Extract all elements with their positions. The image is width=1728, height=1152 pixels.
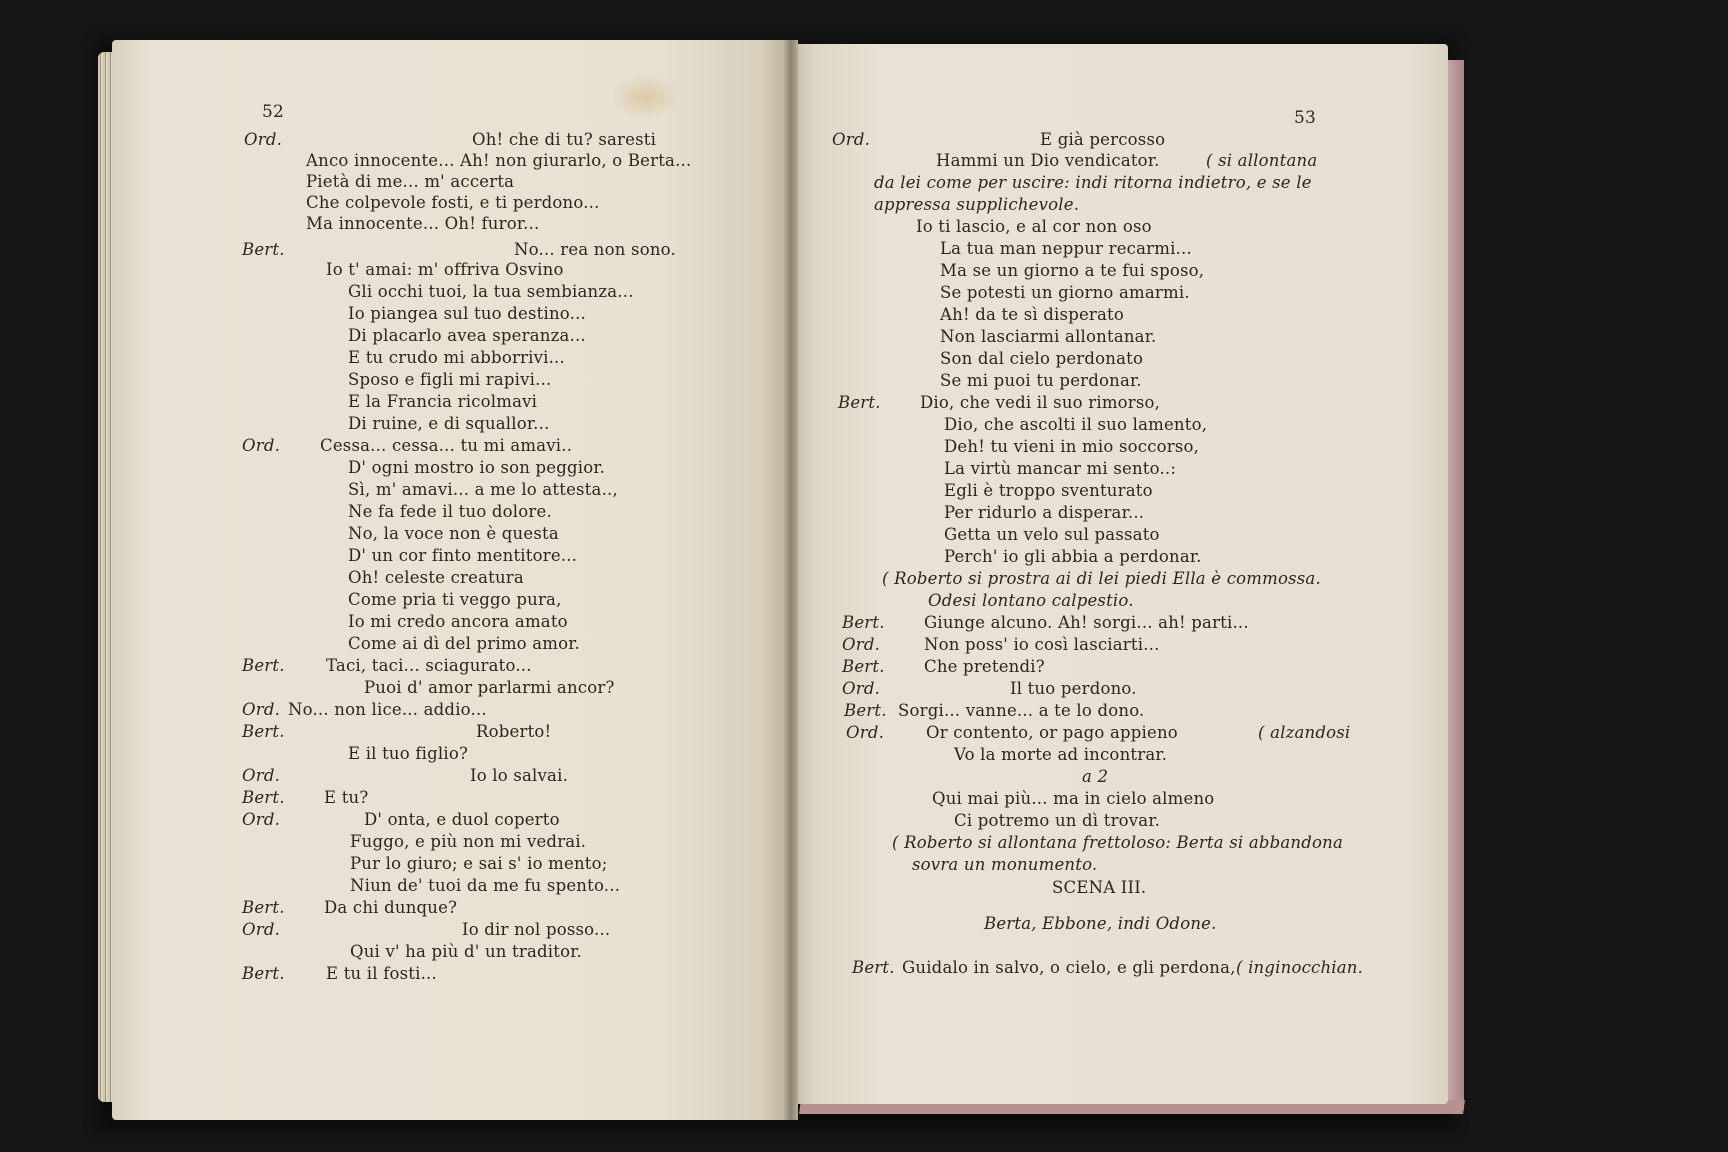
verse-line: Il tuo perdono. xyxy=(1010,679,1137,698)
verse-line: Ne fa fede il tuo dolore. xyxy=(348,502,552,521)
speaker-label: Ord. xyxy=(242,436,281,455)
verse-line: Perch' io gli abbia a perdonar. xyxy=(944,547,1202,566)
verse-line: Niun de' tuoi da me fu spento... xyxy=(350,876,621,895)
verse-line: Ci potremo un dì trovar. xyxy=(954,811,1161,830)
speaker-label: Bert. xyxy=(842,613,885,632)
verse-line: Pietà di me... m' accerta xyxy=(306,172,515,191)
verse-line: Hammi un Dio vendicator. xyxy=(936,151,1160,170)
stage-direction: ( si allontana xyxy=(1206,151,1318,170)
verse-line: Dio, che vedi il suo rimorso, xyxy=(920,393,1161,412)
verse-line: Sì, m' amavi... a me lo attesta.., xyxy=(348,480,618,499)
verse-line: Per ridurlo a disperar... xyxy=(944,503,1145,522)
verse-line: Oh! celeste creatura xyxy=(348,568,524,587)
speaker-label: Ord. xyxy=(242,700,281,719)
verse-line: Che colpevole fosti, e ti perdono... xyxy=(306,193,600,212)
verse-line: Io dir nol posso... xyxy=(462,920,611,939)
speaker-label: Bert. xyxy=(242,722,285,741)
speaker-label: Bert. xyxy=(242,898,285,917)
verse-line: E tu il fosti... xyxy=(326,964,437,983)
verse-line: Oh! che di tu? saresti xyxy=(472,130,657,149)
verse-line: Di placarlo avea speranza... xyxy=(348,326,586,345)
verse-line: La virtù mancar mi sento..: xyxy=(944,459,1177,478)
verse-line: No... non lice... addio... xyxy=(288,700,487,719)
left-page-number: 52 xyxy=(262,102,285,122)
verse-line: Io t' amai: m' offriva Osvino xyxy=(326,260,564,279)
verse-line: Egli è troppo sventurato xyxy=(944,481,1153,500)
scene-heading: SCENA III. xyxy=(1052,878,1147,897)
verse-line: Giunge alcuno. Ah! sorgi... ah! parti... xyxy=(924,613,1249,632)
verse-line: E tu crudo mi abborrivi... xyxy=(348,348,565,367)
verse-line: Io piangea sul tuo destino... xyxy=(348,304,586,323)
speaker-label: Bert. xyxy=(242,240,285,259)
verse-line: Da chi dunque? xyxy=(324,898,458,917)
verse-line: Di ruine, e di squallor... xyxy=(348,414,550,433)
verse-line: Getta un velo sul passato xyxy=(944,525,1160,544)
verse-line: E tu? xyxy=(324,788,369,807)
speaker-label: Ord. xyxy=(842,679,881,698)
speaker-label: Bert. xyxy=(838,393,881,412)
verse-line: D' onta, e duol coperto xyxy=(364,810,560,829)
verse-line: La tua man neppur recarmi... xyxy=(940,239,1192,258)
stage-direction: da lei come per uscire: indi ritorna indietro, e se le xyxy=(874,173,1312,192)
verse-line: Sorgi... vanne... a te lo dono. xyxy=(898,701,1145,720)
verse-line: No, la voce non è questa xyxy=(348,524,559,543)
verse-line: Anco innocente... Ah! non giurarlo, o Berta... xyxy=(306,151,692,170)
speaker-label: Bert. xyxy=(242,788,285,807)
speaker-label: Bert. xyxy=(844,701,887,720)
verse-line: Cessa... cessa... tu mi amavi.. xyxy=(320,436,573,455)
verse-line: Or contento, or pago appieno xyxy=(926,723,1178,742)
verse-line: No... rea non sono. xyxy=(514,240,676,259)
verse-line: Roberto! xyxy=(476,722,552,741)
speaker-label: Ord. xyxy=(244,130,283,149)
verse-line: Se mi puoi tu perdonar. xyxy=(940,371,1142,390)
verse-line: D' ogni mostro io son peggior. xyxy=(348,458,606,477)
verse-line: Io ti lascio, e al cor non oso xyxy=(916,217,1152,236)
verse-line: Pur lo giuro; e sai s' io mento; xyxy=(350,854,608,873)
speaker-label: Bert. xyxy=(852,958,895,977)
verse-line: Fuggo, e più non mi vedrai. xyxy=(350,832,587,851)
stage-direction: appressa supplichevole. xyxy=(874,195,1080,214)
verse-line: Io lo salvai. xyxy=(470,766,569,785)
scene-persons: Berta, Ebbone, indi Odone. xyxy=(984,914,1217,933)
verse-line: D' un cor finto mentitore... xyxy=(348,546,578,565)
stage-direction: ( Roberto si allontana frettoloso: Berta si abbandona xyxy=(892,833,1344,852)
book-gutter xyxy=(784,40,798,1120)
verse-line: Non poss' io così lasciarti... xyxy=(924,635,1160,654)
verse-line: Se potesti un giorno amarmi. xyxy=(940,283,1190,302)
speaker-label: Ord. xyxy=(842,635,881,654)
stage-direction: a 2 xyxy=(1082,767,1109,786)
verse-line: Son dal cielo perdonato xyxy=(940,349,1144,368)
verse-line: Che pretendi? xyxy=(924,657,1045,676)
right-page-number: 53 xyxy=(1294,108,1317,128)
verse-line: Guidalo in salvo, o cielo, e gli perdona, xyxy=(902,958,1236,977)
stage-direction: sovra un monumento. xyxy=(912,855,1098,874)
verse-line: Puoi d' amor parlarmi ancor? xyxy=(364,678,615,697)
speaker-label: Bert. xyxy=(842,657,885,676)
stage-direction: ( inginocchian. xyxy=(1236,958,1364,977)
verse-line: Vo la morte ad incontrar. xyxy=(954,745,1168,764)
verse-line: Non lasciarmi allontanar. xyxy=(940,327,1157,346)
verse-line: Gli occhi tuoi, la tua sembianza... xyxy=(348,282,634,301)
stage-direction: ( Roberto si prostra ai di lei piedi Ella è commossa. xyxy=(882,569,1321,588)
verse-line: E la Francia ricolmavi xyxy=(348,392,538,411)
verse-line: Come pria ti veggo pura, xyxy=(348,590,562,609)
verse-line: E il tuo figlio? xyxy=(348,744,469,763)
verse-line: Io mi credo ancora amato xyxy=(348,612,568,631)
speaker-label: Ord. xyxy=(832,130,871,149)
verse-line: E già percosso xyxy=(1040,130,1166,149)
speaker-label: Bert. xyxy=(242,656,285,675)
stage-direction: Odesi lontano calpestio. xyxy=(928,591,1134,610)
verse-line: Ma innocente... Oh! furor... xyxy=(306,214,540,233)
paper-stain xyxy=(610,74,680,120)
speaker-label: Ord. xyxy=(242,920,281,939)
verse-line: Deh! tu vieni in mio soccorso, xyxy=(944,437,1200,456)
speaker-label: Ord. xyxy=(846,723,885,742)
verse-line: Sposo e figli mi rapivi... xyxy=(348,370,552,389)
verse-line: Taci, taci... sciagurato... xyxy=(326,656,532,675)
stage-direction: ( alzandosi xyxy=(1258,723,1351,742)
back-cover-edge xyxy=(1448,60,1464,1110)
verse-line: Ma se un giorno a te fui sposo, xyxy=(940,261,1205,280)
verse-line: Dio, che ascolti il suo lamento, xyxy=(944,415,1208,434)
verse-line: Qui mai più... ma in cielo almeno xyxy=(932,789,1215,808)
verse-line: Come ai dì del primo amor. xyxy=(348,634,580,653)
verse-line: Ah! da te sì disperato xyxy=(940,305,1125,324)
speaker-label: Bert. xyxy=(242,964,285,983)
speaker-label: Ord. xyxy=(242,810,281,829)
verse-line: Qui v' ha più d' un traditor. xyxy=(350,942,582,961)
speaker-label: Ord. xyxy=(242,766,281,785)
